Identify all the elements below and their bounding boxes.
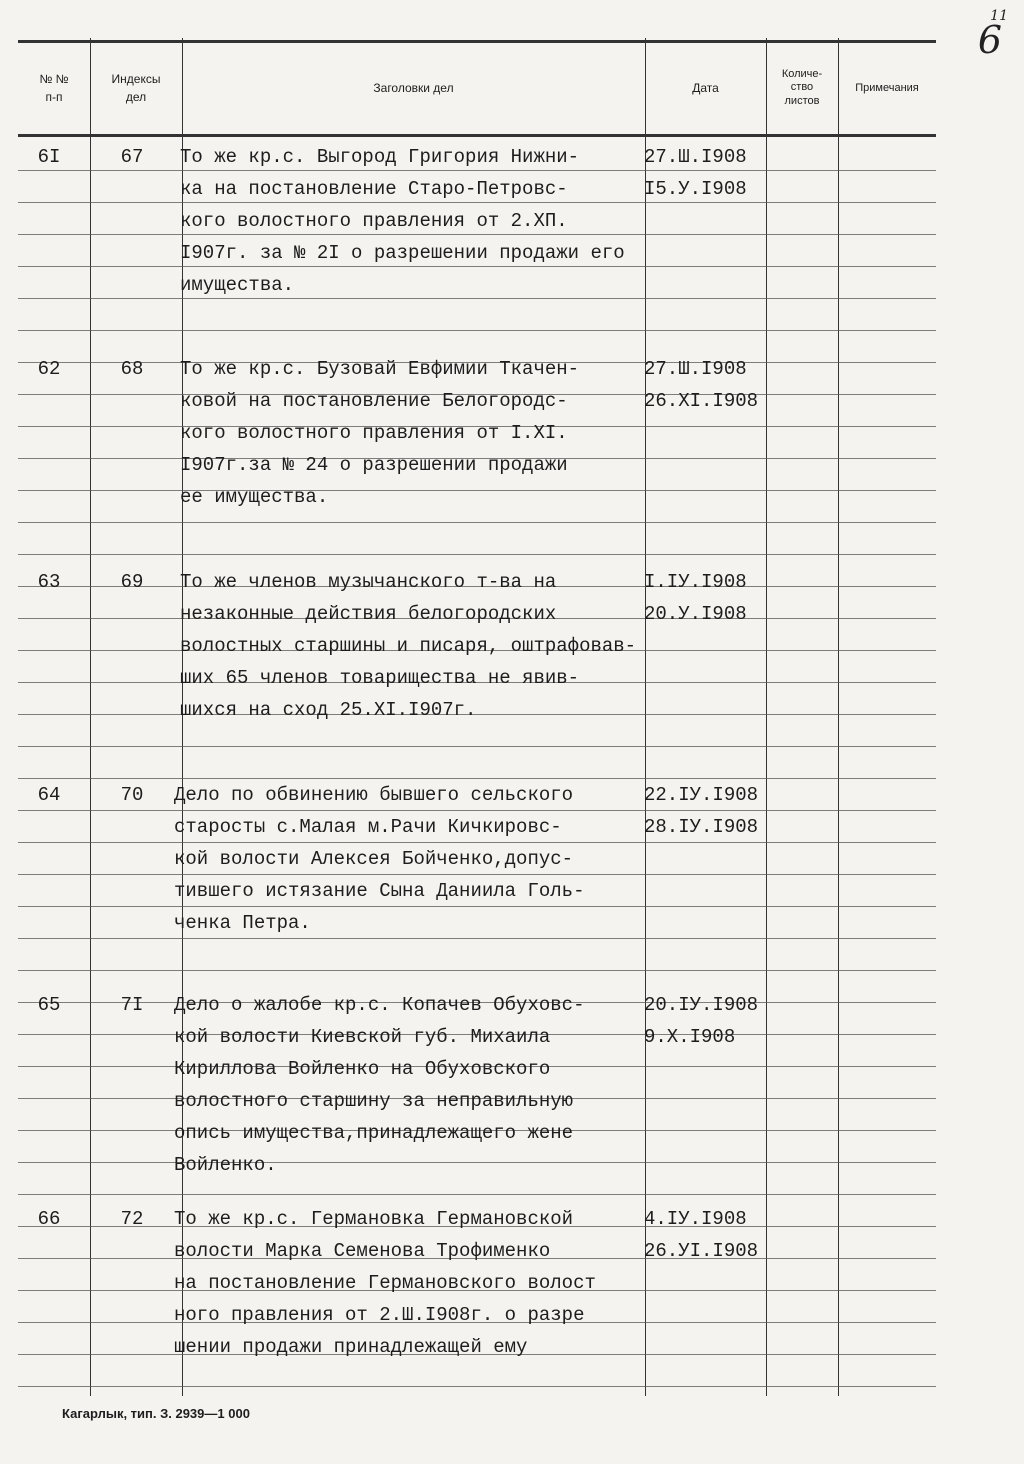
case-title-line: ее имущества. — [180, 486, 329, 508]
case-title-line: ченка Петра. — [174, 912, 311, 934]
ruled-line — [18, 938, 936, 939]
col-divider — [766, 38, 767, 1396]
case-date: 22.IУ.I908 — [644, 784, 759, 806]
ruled-line — [18, 874, 936, 875]
row-number: 6I — [37, 146, 61, 168]
case-title-line: кой волости Алексея Бойченко,допус- — [174, 848, 574, 870]
case-title-line: на постановление Германовского волост — [174, 1272, 596, 1294]
ruled-line — [18, 778, 936, 779]
ruled-line — [18, 202, 936, 203]
inventory-table — [18, 38, 936, 1396]
case-title-line: То же членов музычанского т-ва на — [180, 571, 557, 593]
row-index: 68 — [120, 358, 144, 380]
header-num: № № п-п — [39, 72, 69, 104]
case-date: 26.УI.I908 — [644, 1240, 759, 1262]
case-title-line: Дело о жалобе кр.с. Копачев Обуховс- — [174, 994, 585, 1016]
row-number: 63 — [37, 571, 61, 593]
row-index: 7I — [120, 994, 144, 1016]
case-title-line: волостных старшины и писаря, оштрафовав- — [180, 635, 637, 657]
case-title-line: I907г. за № 2I о разрешении продажи его — [180, 242, 625, 264]
case-date: I5.У.I908 — [644, 178, 747, 200]
case-date: 20.У.I908 — [644, 603, 747, 625]
case-title-line: волости Марка Семенова Трофименко — [174, 1240, 551, 1262]
header-sheets: Количе- ство листов — [781, 68, 823, 107]
case-title-line: То же кр.с. Германовка Германовской — [174, 1208, 574, 1230]
ruled-line — [18, 746, 936, 747]
col-divider — [645, 38, 646, 1396]
ruled-line — [18, 810, 936, 811]
header-bottom-rule — [18, 134, 936, 137]
ruled-line — [18, 298, 936, 299]
ruled-line — [18, 906, 936, 907]
case-title-line: ковой на постановление Белогородс- — [180, 390, 568, 412]
case-date: 27.Ш.I908 — [644, 358, 747, 380]
case-date: 26.XI.I908 — [644, 390, 759, 412]
ruled-line — [18, 970, 936, 971]
ruled-line — [18, 554, 936, 555]
ruled-line — [18, 1386, 936, 1387]
case-title-line: тившего истязание Сына Даниила Голь- — [174, 880, 585, 902]
case-date: 20.IУ.I908 — [644, 994, 759, 1016]
case-title-line: Кириллова Войленко на Обуховского — [174, 1058, 551, 1080]
ruled-line — [18, 330, 936, 331]
ruled-line — [18, 266, 936, 267]
case-title-line: имущества. — [180, 274, 295, 296]
ruled-line — [18, 842, 936, 843]
col-divider — [838, 38, 839, 1396]
row-index: 72 — [120, 1208, 144, 1230]
case-title-line: кого волостного правления от 2.ХП. — [180, 210, 568, 232]
case-title-line: опись имущества,принадлежащего жене — [174, 1122, 574, 1144]
case-title-line: Войленко. — [174, 1154, 277, 1176]
case-date: 4.IУ.I908 — [644, 1208, 747, 1230]
case-title-line: ших 65 членов товарищества не явив- — [180, 667, 580, 689]
ruled-line — [18, 170, 936, 171]
header-index: Индексы дел — [111, 72, 161, 104]
row-number: 66 — [37, 1208, 61, 1230]
col-divider — [90, 38, 91, 1396]
case-title-line: кого волостного правления от I.XI. — [180, 422, 568, 444]
ruled-line — [18, 522, 936, 523]
header-date: Дата — [692, 81, 719, 95]
case-title-line: кой волости Киевской губ. Михаила — [174, 1026, 551, 1048]
case-title-line: старосты с.Малая м.Рачи Кичкировс- — [174, 816, 562, 838]
printer-footer: Кагарлык, тип. З. 2939—1 000 — [62, 1406, 250, 1421]
ruled-line — [18, 234, 936, 235]
case-title-line: шении продажи принадлежащей ему — [174, 1336, 528, 1358]
case-date: 28.IУ.I908 — [644, 816, 759, 838]
case-title-line: шихся на сход 25.XI.I907г. — [180, 699, 477, 721]
header-title: Заголовки дел — [373, 81, 454, 95]
case-title-line: То же кр.с. Выгород Григория Нижни- — [180, 146, 580, 168]
case-date: 27.Ш.I908 — [644, 146, 747, 168]
case-title-line: Дело по обвинению бывшего сельского — [174, 784, 574, 806]
case-title-line: То же кр.с. Бузовай Евфимии Ткачен- — [180, 358, 580, 380]
case-date: I.IУ.I908 — [644, 571, 747, 593]
row-number: 62 — [37, 358, 61, 380]
case-date: 9.X.I908 — [644, 1026, 736, 1048]
header-notes: Примечания — [855, 81, 919, 94]
case-title-line: волостного старшину за неправильную — [174, 1090, 574, 1112]
case-title-line: незаконные действия белогородских — [180, 603, 557, 625]
archive-page-number: 11 6 — [977, 8, 1008, 62]
row-index: 69 — [120, 571, 144, 593]
row-number: 65 — [37, 994, 61, 1016]
case-title-line: ка на постановление Старо-Петровс- — [180, 178, 568, 200]
case-title-line: ного правления от 2.Ш.I908г. о разре — [174, 1304, 585, 1326]
row-number: 64 — [37, 784, 61, 806]
ruled-line — [18, 1194, 936, 1195]
row-index: 67 — [120, 146, 144, 168]
case-title-line: I907г.за № 24 о разрешении продажи — [180, 454, 568, 476]
row-index: 70 — [120, 784, 144, 806]
